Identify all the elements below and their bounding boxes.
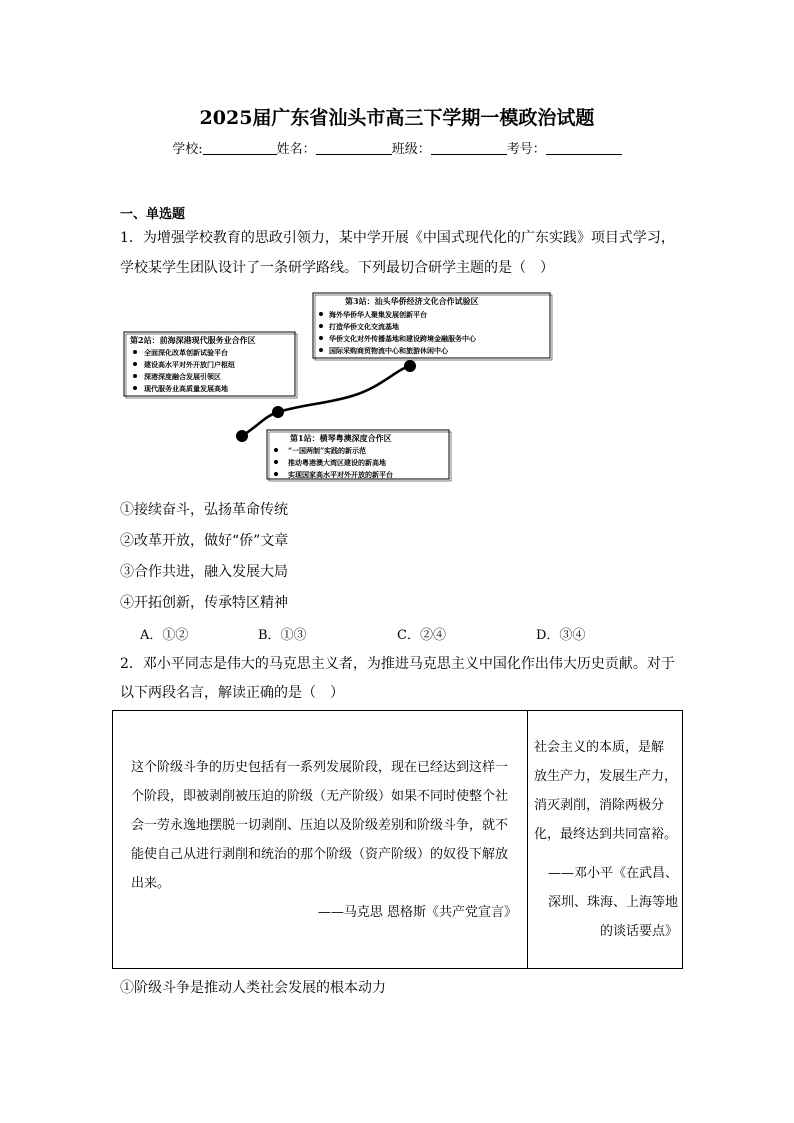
school-blank bbox=[203, 142, 277, 155]
quote-left-source: ——马克思 恩格斯《共产党宣言》 bbox=[317, 904, 517, 920]
quote-left-line: 个阶段，即被剥削被压迫的阶级（无产阶级）如果不同时使整个社 bbox=[131, 788, 509, 804]
quote-right-source: 深圳、珠海、上海等地 bbox=[547, 895, 678, 910]
choice-a[interactable]: A．①② bbox=[140, 628, 189, 643]
question-1-line-1: 1．为增强学校教育的思政引领力，某中学开展《中国式现代化的广东实践》项目式学习， bbox=[120, 230, 675, 246]
question-1-line-2: 学校某学生团队设计了一条研学路线。下列最切合研学主题的是（ ） bbox=[120, 260, 554, 276]
quote-right-line: 放生产力，发展生产力， bbox=[534, 769, 678, 784]
station-2-title: 第2站：前海深港现代服务业合作区 bbox=[130, 335, 256, 345]
station-1-box bbox=[267, 430, 451, 481]
exam-no-blank bbox=[546, 142, 622, 155]
quote-right-line: 消灭剥削，消除两极分 bbox=[534, 798, 665, 813]
station-2-box bbox=[124, 332, 297, 398]
station-3-item: 打造华侨文化交流基地 bbox=[329, 322, 399, 331]
statement-1: ①接续奋斗，弘扬革命传统 bbox=[120, 502, 288, 518]
quote-left-cell bbox=[113, 711, 528, 969]
station-1-item: 实现国家高水平对外开放的新平台 bbox=[288, 470, 393, 479]
name-label: 姓名： bbox=[276, 142, 316, 157]
station-1-title: 第1站：横琴粤澳深度合作区 bbox=[290, 433, 392, 443]
statement-3: ③合作共进，融入发展大局 bbox=[120, 564, 288, 580]
quote-left-line: 会一劳永逸地摆脱一切剥削、压迫以及阶级差别和阶级斗争，就不 bbox=[131, 817, 509, 833]
quote-right-cell bbox=[528, 711, 683, 969]
class-label: 班级： bbox=[391, 142, 431, 157]
station-2-item: 现代服务业高质量发展高地 bbox=[144, 384, 228, 393]
quote-right-line: 化，最终达到共同富裕。 bbox=[534, 827, 678, 842]
class-blank bbox=[431, 142, 507, 155]
station-3-item: 华侨文化对外传播基地和建设跨境金融服务中心 bbox=[329, 334, 476, 343]
section-heading: 一、单选题 bbox=[120, 207, 186, 222]
quote-right-source: 的谈话要点》 bbox=[599, 924, 678, 939]
station-3-item: 海外华侨华人聚集发展创新平台 bbox=[329, 310, 427, 319]
school-label: 学校: bbox=[172, 142, 203, 157]
page-title: 2025届广东省汕头市高三下学期一模政治试题 bbox=[199, 107, 595, 129]
statement-4: ④开拓创新，传承特区精神 bbox=[120, 595, 288, 611]
quote-table bbox=[112, 710, 683, 969]
exam-no-label: 考号： bbox=[506, 142, 546, 157]
quote-right-line: 社会主义的本质，是解 bbox=[534, 740, 665, 755]
quote-left-line: 这个阶级斗争的历史包括有一系列发展阶段，现在已经达到这样一 bbox=[131, 759, 509, 775]
choice-c[interactable]: C．②④ bbox=[397, 628, 446, 643]
statement-2: ②改革开放，做好“侨”文章 bbox=[120, 533, 289, 549]
name-blank bbox=[316, 142, 392, 155]
quote-left-line: 能使自己从进行剥削和统治的那个阶级（资产阶级）的奴役下解放 bbox=[131, 846, 509, 862]
station-2-item: 深港深度融合发展引领区 bbox=[144, 372, 221, 381]
station-1-item: “一国两制”实践的新示范 bbox=[288, 446, 367, 455]
choice-d[interactable]: D．③④ bbox=[536, 628, 586, 643]
research-route-diagram bbox=[120, 290, 560, 485]
station-3-item: 国际采购商贸物流中心和旅游休闲中心 bbox=[329, 346, 448, 355]
route-dot-1 bbox=[236, 430, 248, 442]
station-2-item: 建设高水平对外开放门户枢纽 bbox=[144, 360, 235, 369]
route-dot-2 bbox=[272, 406, 284, 418]
question-2-line-2: 以下两段名言，解读正确的是（ ） bbox=[120, 685, 344, 701]
exam-info-line bbox=[0, 138, 794, 157]
choice-b[interactable]: B．①③ bbox=[258, 628, 307, 643]
station-2-item: 全面深化改革创新试验平台 bbox=[144, 348, 228, 357]
q2-statement-1: ①阶级斗争是推动人类社会发展的根本动力 bbox=[120, 980, 386, 996]
route-dot-3 bbox=[404, 360, 416, 372]
question-2-line-1: 2．邓小平同志是伟大的马克思主义者，为推进马克思主义中国化作出伟大历史贡献。对于 bbox=[120, 656, 675, 672]
quote-right-source: ——邓小平《在武昌、 bbox=[547, 866, 678, 881]
quote-left-line: 出来。 bbox=[131, 875, 171, 891]
station-3-title: 第3站：汕头华侨经济文化合作试验区 bbox=[345, 296, 479, 306]
station-3-box bbox=[313, 293, 552, 360]
station-1-item: 推动粤港澳大湾区建设的新高地 bbox=[288, 458, 386, 467]
